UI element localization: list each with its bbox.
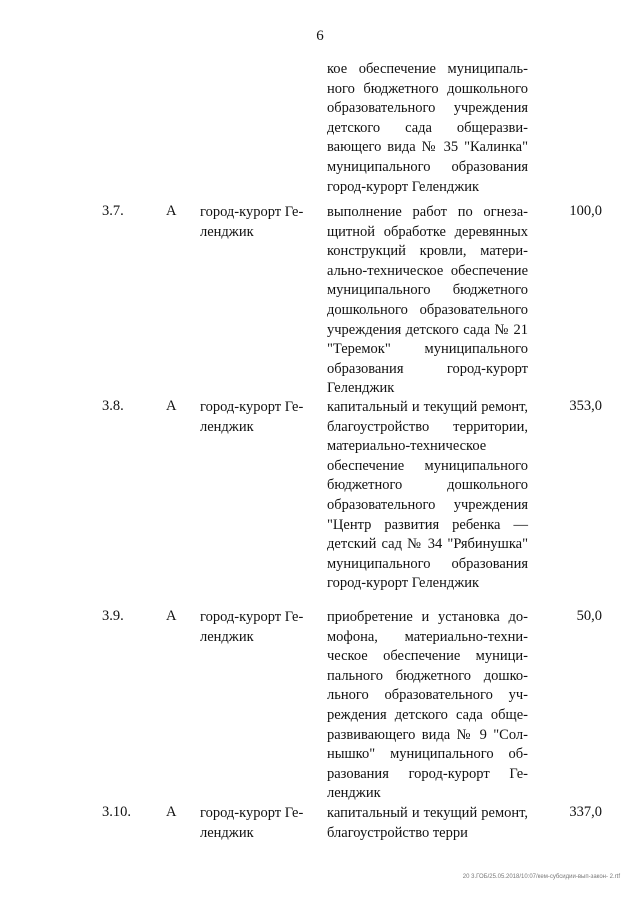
file-path-footer: 20 3.ГОБ/25.05.2018/10:07/кем-субсидии-вып-закон- 2.rtf bbox=[462, 874, 620, 880]
row-category: А bbox=[166, 203, 177, 219]
row-territory: город-курорт Геленджик bbox=[200, 399, 304, 435]
row-amount: 353,0 bbox=[569, 398, 602, 414]
row-territory: город-курорт Геленджик bbox=[200, 204, 304, 240]
row-description: выполнение работ по огнезащитной обработке деревянных конструкций кровли, материально-техническое обеспечение муниципального бюджетного дошкольного образовательного учреждения детского сада № 21 "Теремок" муниципального образования город-курорт Геленджик bbox=[327, 204, 528, 397]
row-territory: город-курорт Геленджик bbox=[200, 805, 304, 841]
row-category: А bbox=[166, 608, 177, 624]
page-number: 6 bbox=[316, 28, 324, 44]
row-description: капитальный и текущий ремонт, благоустройство территории, материально-техническое обеспечение муниципального бюджетного дошкольного образовательного учреждения "Центр развития ребенка — детский сад № 34 "Рябинушка" муниципального образования город-курорт Геленджик bbox=[327, 399, 528, 592]
row-category: А bbox=[166, 804, 177, 820]
row-number: 3.7. bbox=[102, 203, 124, 219]
row-number: 3.9. bbox=[102, 608, 124, 624]
row-amount: 100,0 bbox=[569, 203, 602, 219]
row-category: А bbox=[166, 398, 177, 414]
row-territory: город-курорт Геленджик bbox=[200, 609, 304, 645]
row-amount: 337,0 bbox=[569, 804, 602, 820]
row-amount: 50,0 bbox=[576, 608, 602, 624]
row-number: 3.8. bbox=[102, 398, 124, 414]
row-number: 3.10. bbox=[102, 804, 131, 820]
row-description: капитальный и текущий ремонт, благоустройство терри bbox=[327, 805, 528, 841]
row-description: кое обеспечение муниципального бюджетного дошкольного образовательного учреждения детского сада общеразвивающего вида № 35 "Калинка" муниципального образования город-курорт Геленджик bbox=[327, 61, 528, 195]
row-description: приобретение и установка домофона, материально-техническое обеспечение муниципального бюджетного дошкольного образовательного учреждения детского сада общеразвивающего вида № 9 "Солнышко" муниципального образования город-курорт Геленджик bbox=[327, 609, 528, 802]
